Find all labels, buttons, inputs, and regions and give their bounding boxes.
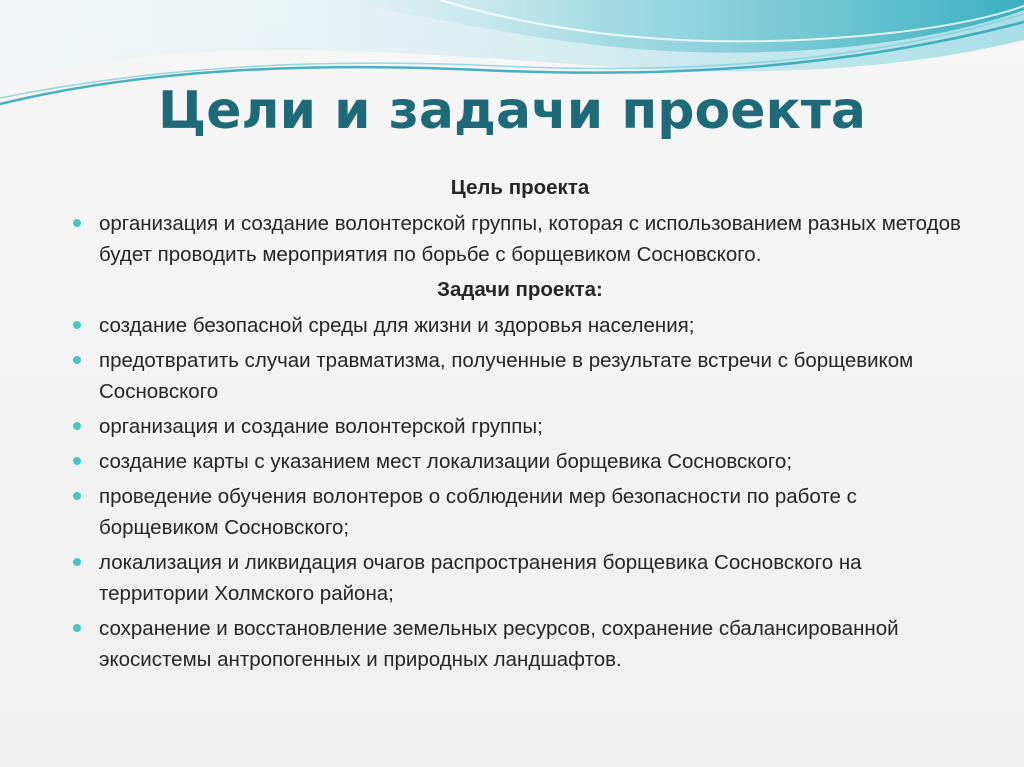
slide-content <box>70 172 970 679</box>
goal-item-text: организация и создание волонтерской группы, которая с использованием разных методов будет проводить мероприятия по борьбе с борщевиком Сосновского. <box>99 212 961 266</box>
task-item <box>70 613 970 675</box>
bullet-dot-icon <box>73 457 81 465</box>
tasks-list <box>70 310 970 675</box>
task-item <box>70 481 970 543</box>
slide-title: Цели и задачи проекта <box>158 81 866 141</box>
task-item-text: локализация и ликвидация очагов распространения борщевика Сосновского на территории Холмского района; <box>99 551 862 605</box>
task-item-text: создание карты с указанием мест локализации борщевика Сосновского; <box>99 450 793 473</box>
task-item-text: создание безопасной среды для жизни и здоровья населения; <box>99 314 695 337</box>
goal-heading: Цель проекта <box>450 176 590 199</box>
goal-list <box>70 208 970 270</box>
task-item <box>70 345 970 407</box>
bullet-dot-icon <box>73 356 81 364</box>
bullet-dot-icon <box>73 492 81 500</box>
bullet-dot-icon <box>73 422 81 430</box>
task-item <box>70 411 970 442</box>
bullet-dot-icon <box>73 321 81 329</box>
task-item-text: сохранение и восстановление земельных ресурсов, сохранение сбалансированной экосистемы антропогенных и природных ландшафтов. <box>99 617 899 671</box>
bullet-dot-icon <box>73 624 81 632</box>
task-item <box>70 446 970 477</box>
bullet-dot-icon <box>73 558 81 566</box>
bullet-dot-icon <box>73 219 81 227</box>
task-item-text: организация и создание волонтерской группы; <box>99 415 543 438</box>
task-item <box>70 310 970 341</box>
goal-item <box>70 208 970 270</box>
task-item-text: предотвратить случаи травматизма, полученные в результате встречи с борщевиком Сосновского <box>99 349 914 403</box>
tasks-heading: Задачи проекта: <box>437 278 603 301</box>
task-item-text: проведение обучения волонтеров о соблюдении мер безопасности по работе с борщевиком Сосновского; <box>99 485 857 539</box>
task-item <box>70 547 970 609</box>
